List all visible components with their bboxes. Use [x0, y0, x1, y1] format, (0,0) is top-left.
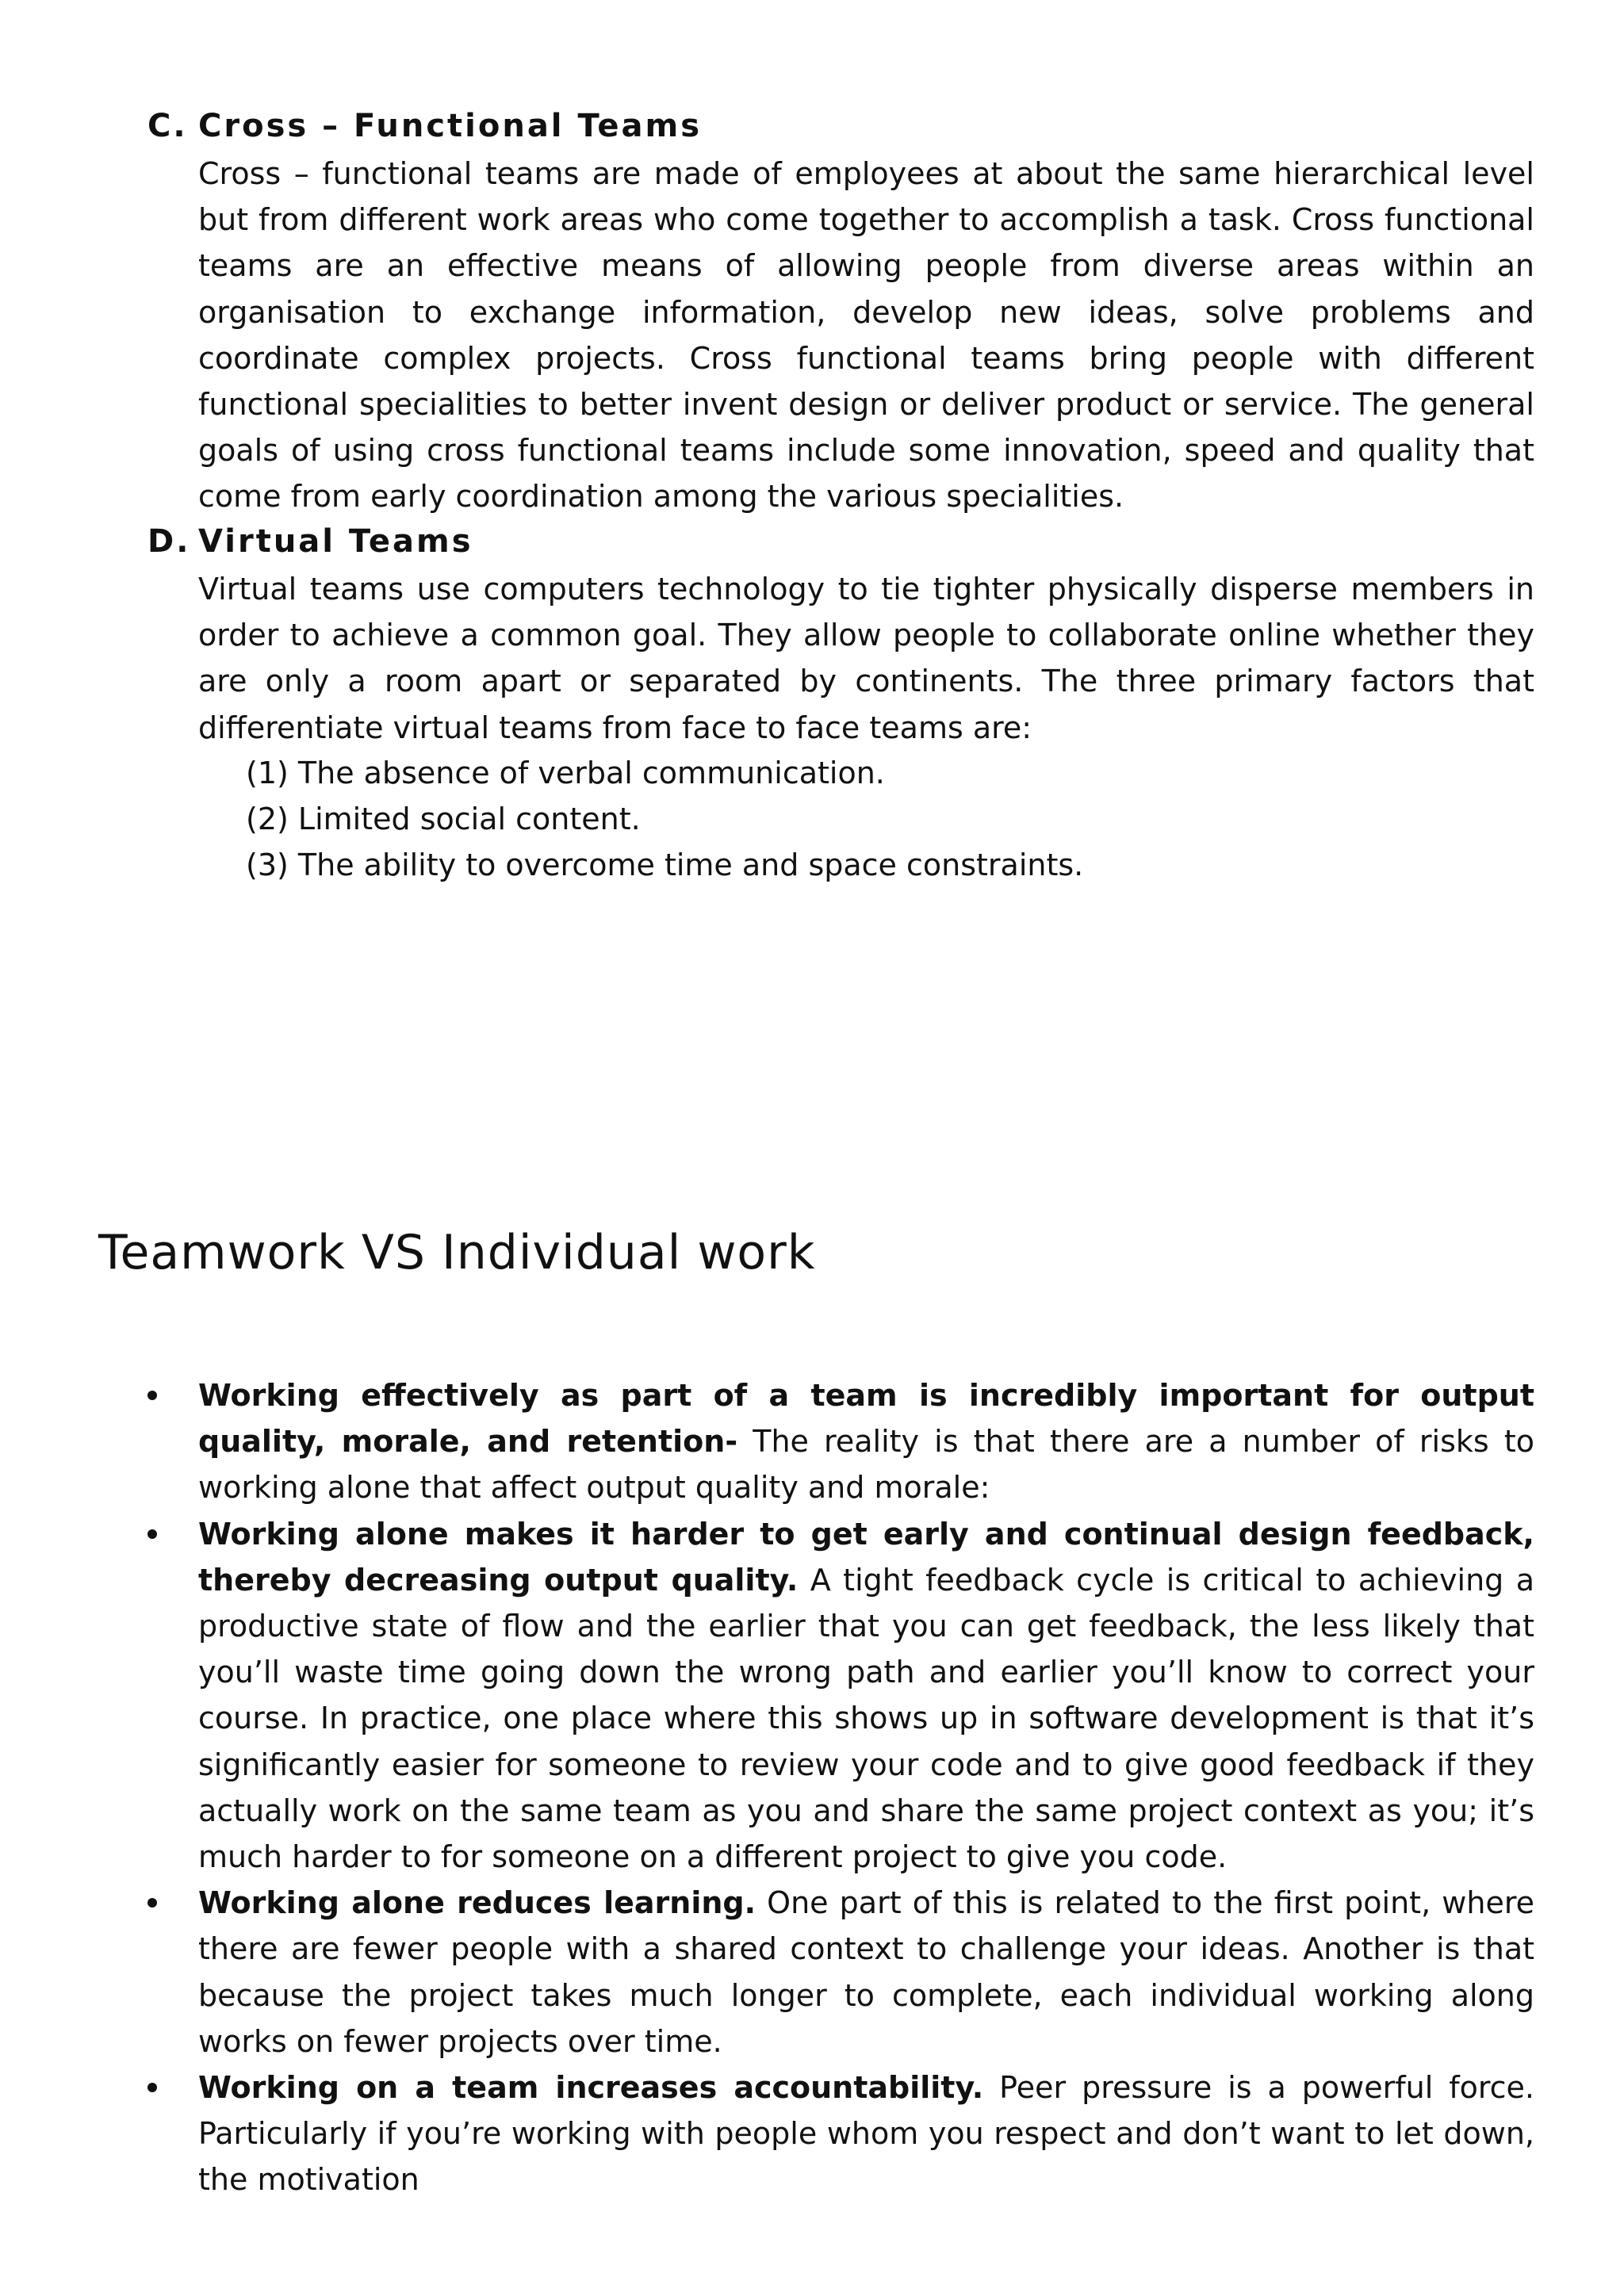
list-item: (1) The absence of verbal communication.: [246, 756, 885, 790]
bullet-lead: Working on a team increases accountability.: [198, 2070, 984, 2106]
bullet-list: [147, 1372, 1534, 2203]
list-item: (3) The ability to overcome time and space constraints.: [246, 848, 1084, 882]
section-d-title: Virtual Teams: [198, 523, 473, 560]
bullet-item: [147, 1511, 1534, 1881]
section-c-label: C.: [147, 108, 188, 144]
bullet-lead: Working effectively as part of a team is incredibly important for output quality, morale, and retention-: [198, 1378, 1534, 1460]
bullet-lead: Working alone reduces learning.: [198, 1885, 756, 1921]
bullet-text: Peer pressure is a powerful force. Particularly if you’re working with people whom you respect and don’t want to let down, the motivation: [198, 2070, 1534, 2198]
list-item: (2) Limited social content.: [246, 802, 641, 836]
section-c-heading: [147, 103, 702, 149]
virtual-team-factors-list: [246, 750, 1083, 888]
bullet-text: The reality is that there are a number of risks to working alone that affect output quality and morale:: [198, 1424, 1534, 1506]
bullet-icon: [147, 1529, 157, 1539]
section-d-paragraph: Virtual teams use computers technology to tie tighter physically disperse members in order to achieve a common goal. They allow people to collaborate online whether they are only a room apart or separated by continents. The three primary factors that differentiate virtual teams from face to face teams are:: [198, 572, 1534, 745]
bullet-icon: [147, 1391, 157, 1400]
page-title: Teamwork VS Individual work: [98, 1225, 816, 1280]
bullet-icon: [147, 2083, 157, 2092]
bullet-text: A tight feedback cycle is critical to achieving a productive state of flow and the earlier that you can get feedback, the less likely that you’ll waste time going down the wrong path and earlier you’ll know to correct your course. In practice, one place where this shows up in software development is that it’s significantly easier for someone to review your code and to give good feedback if they actually work on the same team as you and share the same project context as you; it’s much harder to for someone on a different project to give you code.: [198, 1562, 1534, 1875]
section-d-heading: [147, 519, 473, 564]
bullet-item: [147, 2064, 1534, 2203]
bullet-lead: Working alone makes it harder to get early and continual design feedback, thereby decreasing output quality.: [198, 1516, 1534, 1598]
bullet-item: [147, 1880, 1534, 2064]
section-c-paragraph: Cross – functional teams are made of employees at about the same hierarchical level but from different work areas who come together to accomplish a task. Cross functional teams are an effective means of allowing people from diverse areas within an organisation to exchange information, develop new ideas, solve problems and coordinate complex projects. Cross functional teams bring people with different functional specialities to better invent design or deliver product or service. The general goals of using cross functional teams include some innovation, speed and quality that come from early coordination among the various specialities.: [198, 156, 1534, 515]
section-d-label: D.: [147, 523, 191, 560]
section-c-title: Cross – Functional Teams: [198, 108, 703, 144]
bullet-text: One part of this is related to the first point, where there are fewer people with a shared context to challenge your ideas. Another is that because the project takes much longer to complete, each individual working along works on fewer projects over time.: [198, 1885, 1534, 2059]
bullet-item: [147, 1372, 1534, 1511]
bullet-icon: [147, 1898, 157, 1908]
